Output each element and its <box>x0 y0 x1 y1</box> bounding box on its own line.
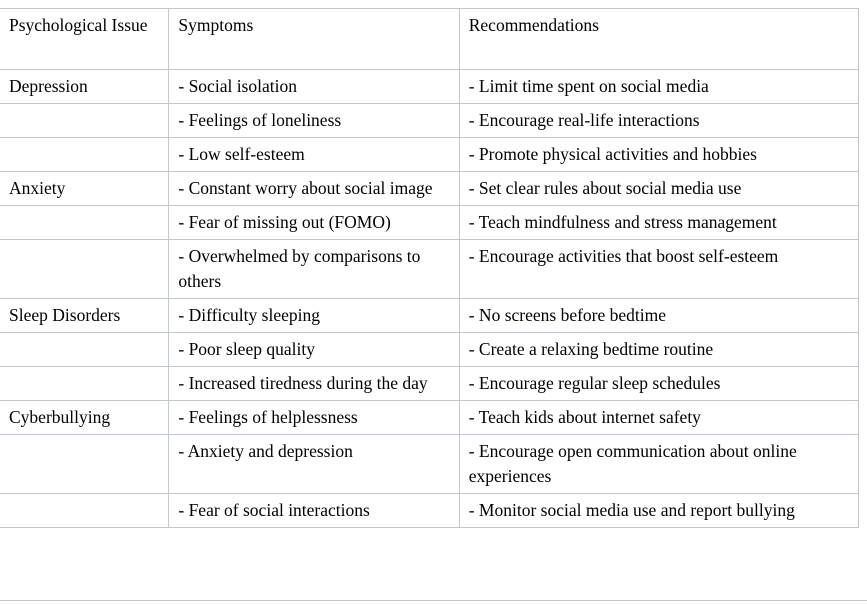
cell-symptoms-text: - Feelings of helplessness <box>178 407 358 427</box>
cell-issue <box>0 401 169 435</box>
cell-recommendations <box>459 240 858 299</box>
table-row <box>0 367 859 401</box>
cell-issue <box>0 240 169 299</box>
document-root <box>0 8 867 614</box>
table-row <box>0 401 859 435</box>
cell-issue-text: Anxiety <box>9 178 66 198</box>
cell-recommendations <box>459 333 858 367</box>
cell-symptoms <box>169 494 459 528</box>
table-row <box>0 172 859 206</box>
cell-issue-text: Depression <box>9 76 88 96</box>
cell-recommendations <box>459 70 858 104</box>
cell-symptoms-text: - Increased tiredness during the day <box>178 373 428 393</box>
cell-symptoms-text: - Constant worry about social image <box>178 178 433 198</box>
cell-symptoms-text: - Difficulty sleeping <box>178 305 320 325</box>
cell-symptoms <box>169 70 459 104</box>
cell-symptoms <box>169 333 459 367</box>
cell-symptoms <box>169 206 459 240</box>
cell-issue <box>0 333 169 367</box>
cell-recommendations-text: - Create a relaxing bedtime routine <box>468 339 714 359</box>
column-header-text: Psychological Issue <box>9 15 148 35</box>
table-row <box>0 138 859 172</box>
cell-recommendations-text: - Set clear rules about social media use <box>468 178 742 198</box>
table-row <box>0 333 859 367</box>
cell-recommendations <box>459 401 858 435</box>
cell-issue-text: Cyberbullying <box>9 407 111 427</box>
cell-recommendations <box>459 172 858 206</box>
table-row <box>0 70 859 104</box>
cell-symptoms-text: - Overwhelmed by comparisons to others <box>178 246 421 291</box>
table-row <box>0 104 859 138</box>
cell-symptoms <box>169 299 459 333</box>
table-bottom-rule <box>0 600 867 601</box>
cell-recommendations-text: - Encourage real-life interactions <box>468 110 700 130</box>
table-row <box>0 206 859 240</box>
table-row <box>0 494 859 528</box>
column-header-psychological-issue <box>0 9 169 70</box>
table-row <box>0 299 859 333</box>
cell-symptoms <box>169 435 459 494</box>
table-header <box>0 9 859 70</box>
cell-recommendations <box>459 494 858 528</box>
cell-recommendations <box>459 138 858 172</box>
cell-recommendations-text: - Limit time spent on social media <box>468 76 709 96</box>
cell-recommendations-text: - No screens before bedtime <box>468 305 667 325</box>
cell-symptoms <box>169 401 459 435</box>
table-header-row <box>0 9 859 70</box>
cell-symptoms-text: - Poor sleep quality <box>178 339 315 359</box>
cell-symptoms <box>169 138 459 172</box>
cell-issue <box>0 138 169 172</box>
cell-issue <box>0 435 169 494</box>
cell-recommendations-text: - Monitor social media use and report bullying <box>468 500 795 520</box>
cell-recommendations-text: - Encourage regular sleep schedules <box>468 373 721 393</box>
cell-symptoms-text: - Fear of missing out (FOMO) <box>178 212 391 232</box>
cell-issue <box>0 172 169 206</box>
table-body <box>0 70 859 528</box>
cell-issue <box>0 206 169 240</box>
column-header-text: Symptoms <box>178 15 254 35</box>
cell-symptoms-text: - Anxiety and depression <box>178 441 353 461</box>
column-header-text: Recommendations <box>468 15 599 35</box>
column-header-recommendations <box>459 9 858 70</box>
cell-symptoms <box>169 367 459 401</box>
cell-symptoms <box>169 172 459 206</box>
cell-recommendations <box>459 367 858 401</box>
cell-issue <box>0 367 169 401</box>
cell-recommendations <box>459 104 858 138</box>
cell-recommendations <box>459 299 858 333</box>
cell-recommendations-text: - Encourage open communication about online experiences <box>468 441 797 486</box>
cell-issue <box>0 299 169 333</box>
table-row <box>0 435 859 494</box>
cell-recommendations <box>459 206 858 240</box>
cell-recommendations-text: - Teach kids about internet safety <box>468 407 701 427</box>
psychological-issues-table <box>0 8 859 528</box>
cell-issue-text: Sleep Disorders <box>9 305 121 325</box>
table-row <box>0 240 859 299</box>
cell-symptoms-text: - Fear of social interactions <box>178 500 370 520</box>
cell-issue <box>0 494 169 528</box>
cell-recommendations-text: - Encourage activities that boost self-esteem <box>468 246 779 266</box>
cell-recommendations-text: - Promote physical activities and hobbies <box>468 144 757 164</box>
column-header-symptoms <box>169 9 459 70</box>
cell-symptoms <box>169 104 459 138</box>
cell-recommendations <box>459 435 858 494</box>
cell-recommendations-text: - Teach mindfulness and stress management <box>468 212 777 232</box>
cell-issue <box>0 104 169 138</box>
cell-issue <box>0 70 169 104</box>
cell-symptoms-text: - Feelings of loneliness <box>178 110 342 130</box>
cell-symptoms <box>169 240 459 299</box>
cell-symptoms-text: - Social isolation <box>178 76 297 96</box>
cell-symptoms-text: - Low self-esteem <box>178 144 305 164</box>
